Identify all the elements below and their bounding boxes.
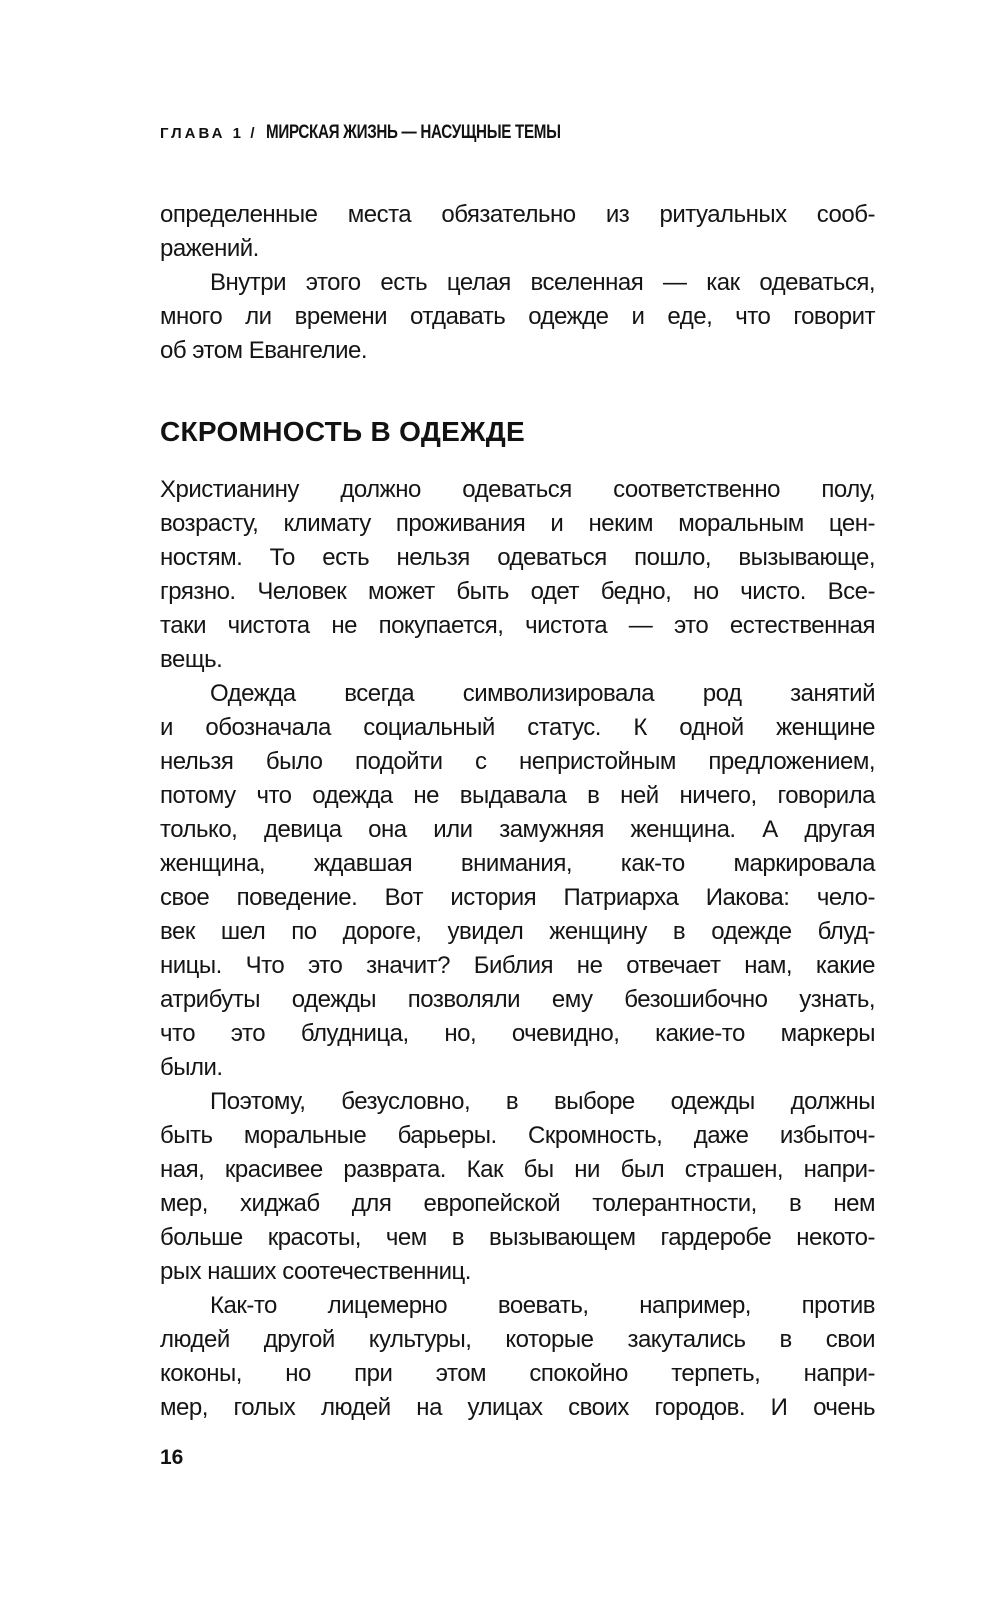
- text-line: потому что одежда не выдавала в ней ничего, говорила: [160, 782, 875, 809]
- text-line: атрибуты одежды позволяли ему безошибочно узнать,: [160, 986, 875, 1013]
- text-line: Одежда всегда символизировала род занятий: [210, 680, 875, 707]
- text-line: были.: [160, 1054, 223, 1081]
- text-line: грязно. Человек может быть одет бедно, но чисто. Все-: [160, 578, 875, 605]
- paragraph: [160, 677, 875, 1085]
- text-line: женщина, ждавшая внимания, как-то маркировала: [160, 850, 875, 877]
- text-line: больше красоты, чем в вызывающем гардеробе некото-: [160, 1224, 875, 1251]
- text-line: свое поведение. Вот история Патриарха Иакова: чело-: [160, 884, 875, 911]
- text-line: век шел по дороге, увидел женщину в одежде блуд-: [160, 918, 875, 945]
- text-line: Как-то лицемерно воевать, например, против: [210, 1292, 875, 1319]
- text-line: ницы. Что это значит? Библия не отвечает нам, какие: [160, 952, 875, 979]
- paragraph: [160, 266, 875, 368]
- text-line: мер, хиджаб для европейской толерантности, в нем: [160, 1190, 875, 1217]
- paragraph: [160, 1289, 875, 1425]
- text-line: ностям. То есть нельзя одеваться пошло, вызывающе,: [160, 544, 875, 571]
- text-line: таки чистота не покупается, чистота — это естественная: [160, 612, 875, 639]
- text-line: рых наших соотечественниц.: [160, 1258, 471, 1285]
- paragraph: [160, 198, 875, 266]
- text-line: Христианину должно одеваться соответственно полу,: [160, 476, 875, 503]
- text-line: возрасту, климату проживания и неким моральным цен-: [160, 510, 875, 537]
- text-line: быть моральные барьеры. Скромность, даже избыточ-: [160, 1122, 875, 1149]
- text-line: людей другой культуры, которые закутались в свои: [160, 1326, 875, 1353]
- section-heading: СКРОМНОСТЬ В ОДЕЖДЕ: [160, 416, 525, 447]
- text-line: что это блудница, но, очевидно, какие-то маркеры: [160, 1020, 875, 1047]
- header-title: МИРСКАЯ ЖИЗНЬ — НАСУЩНЫЕ ТЕМЫ: [266, 122, 561, 143]
- text-line: мер, голых людей на улицах своих городов. И очень: [160, 1394, 875, 1421]
- header-separator: /: [250, 125, 255, 142]
- text-body: [160, 198, 875, 1425]
- text-line: определенные места обязательно из ритуальных сооб-: [160, 201, 875, 228]
- page-number: 16: [160, 1446, 184, 1469]
- text-line: об этом Евангелие.: [160, 337, 368, 364]
- text-line: коконы, но при этом спокойно терпеть, напри-: [160, 1360, 875, 1387]
- paragraph: [160, 473, 875, 677]
- chapter-label: ГЛАВА 1: [160, 125, 244, 142]
- text-line: и обозначала социальный статус. К одной женщине: [160, 714, 875, 741]
- text-line: ная, красивее разврата. Как бы ни был страшен, напри-: [160, 1156, 875, 1183]
- text-line: вещь.: [160, 646, 223, 673]
- text-line: много ли времени отдавать одежде и еде, что говорит: [160, 303, 875, 330]
- text-line: только, девица она или замужняя женщина. А другая: [160, 816, 875, 843]
- text-line: Внутри этого есть целая вселенная — как одеваться,: [210, 269, 875, 296]
- running-header: [160, 122, 634, 144]
- text-line: нельзя было подойти с непристойным предложением,: [160, 748, 875, 775]
- paragraph: [160, 1085, 875, 1289]
- text-line: ражений.: [160, 235, 259, 262]
- text-line: Поэтому, безусловно, в выборе одежды должны: [210, 1088, 875, 1115]
